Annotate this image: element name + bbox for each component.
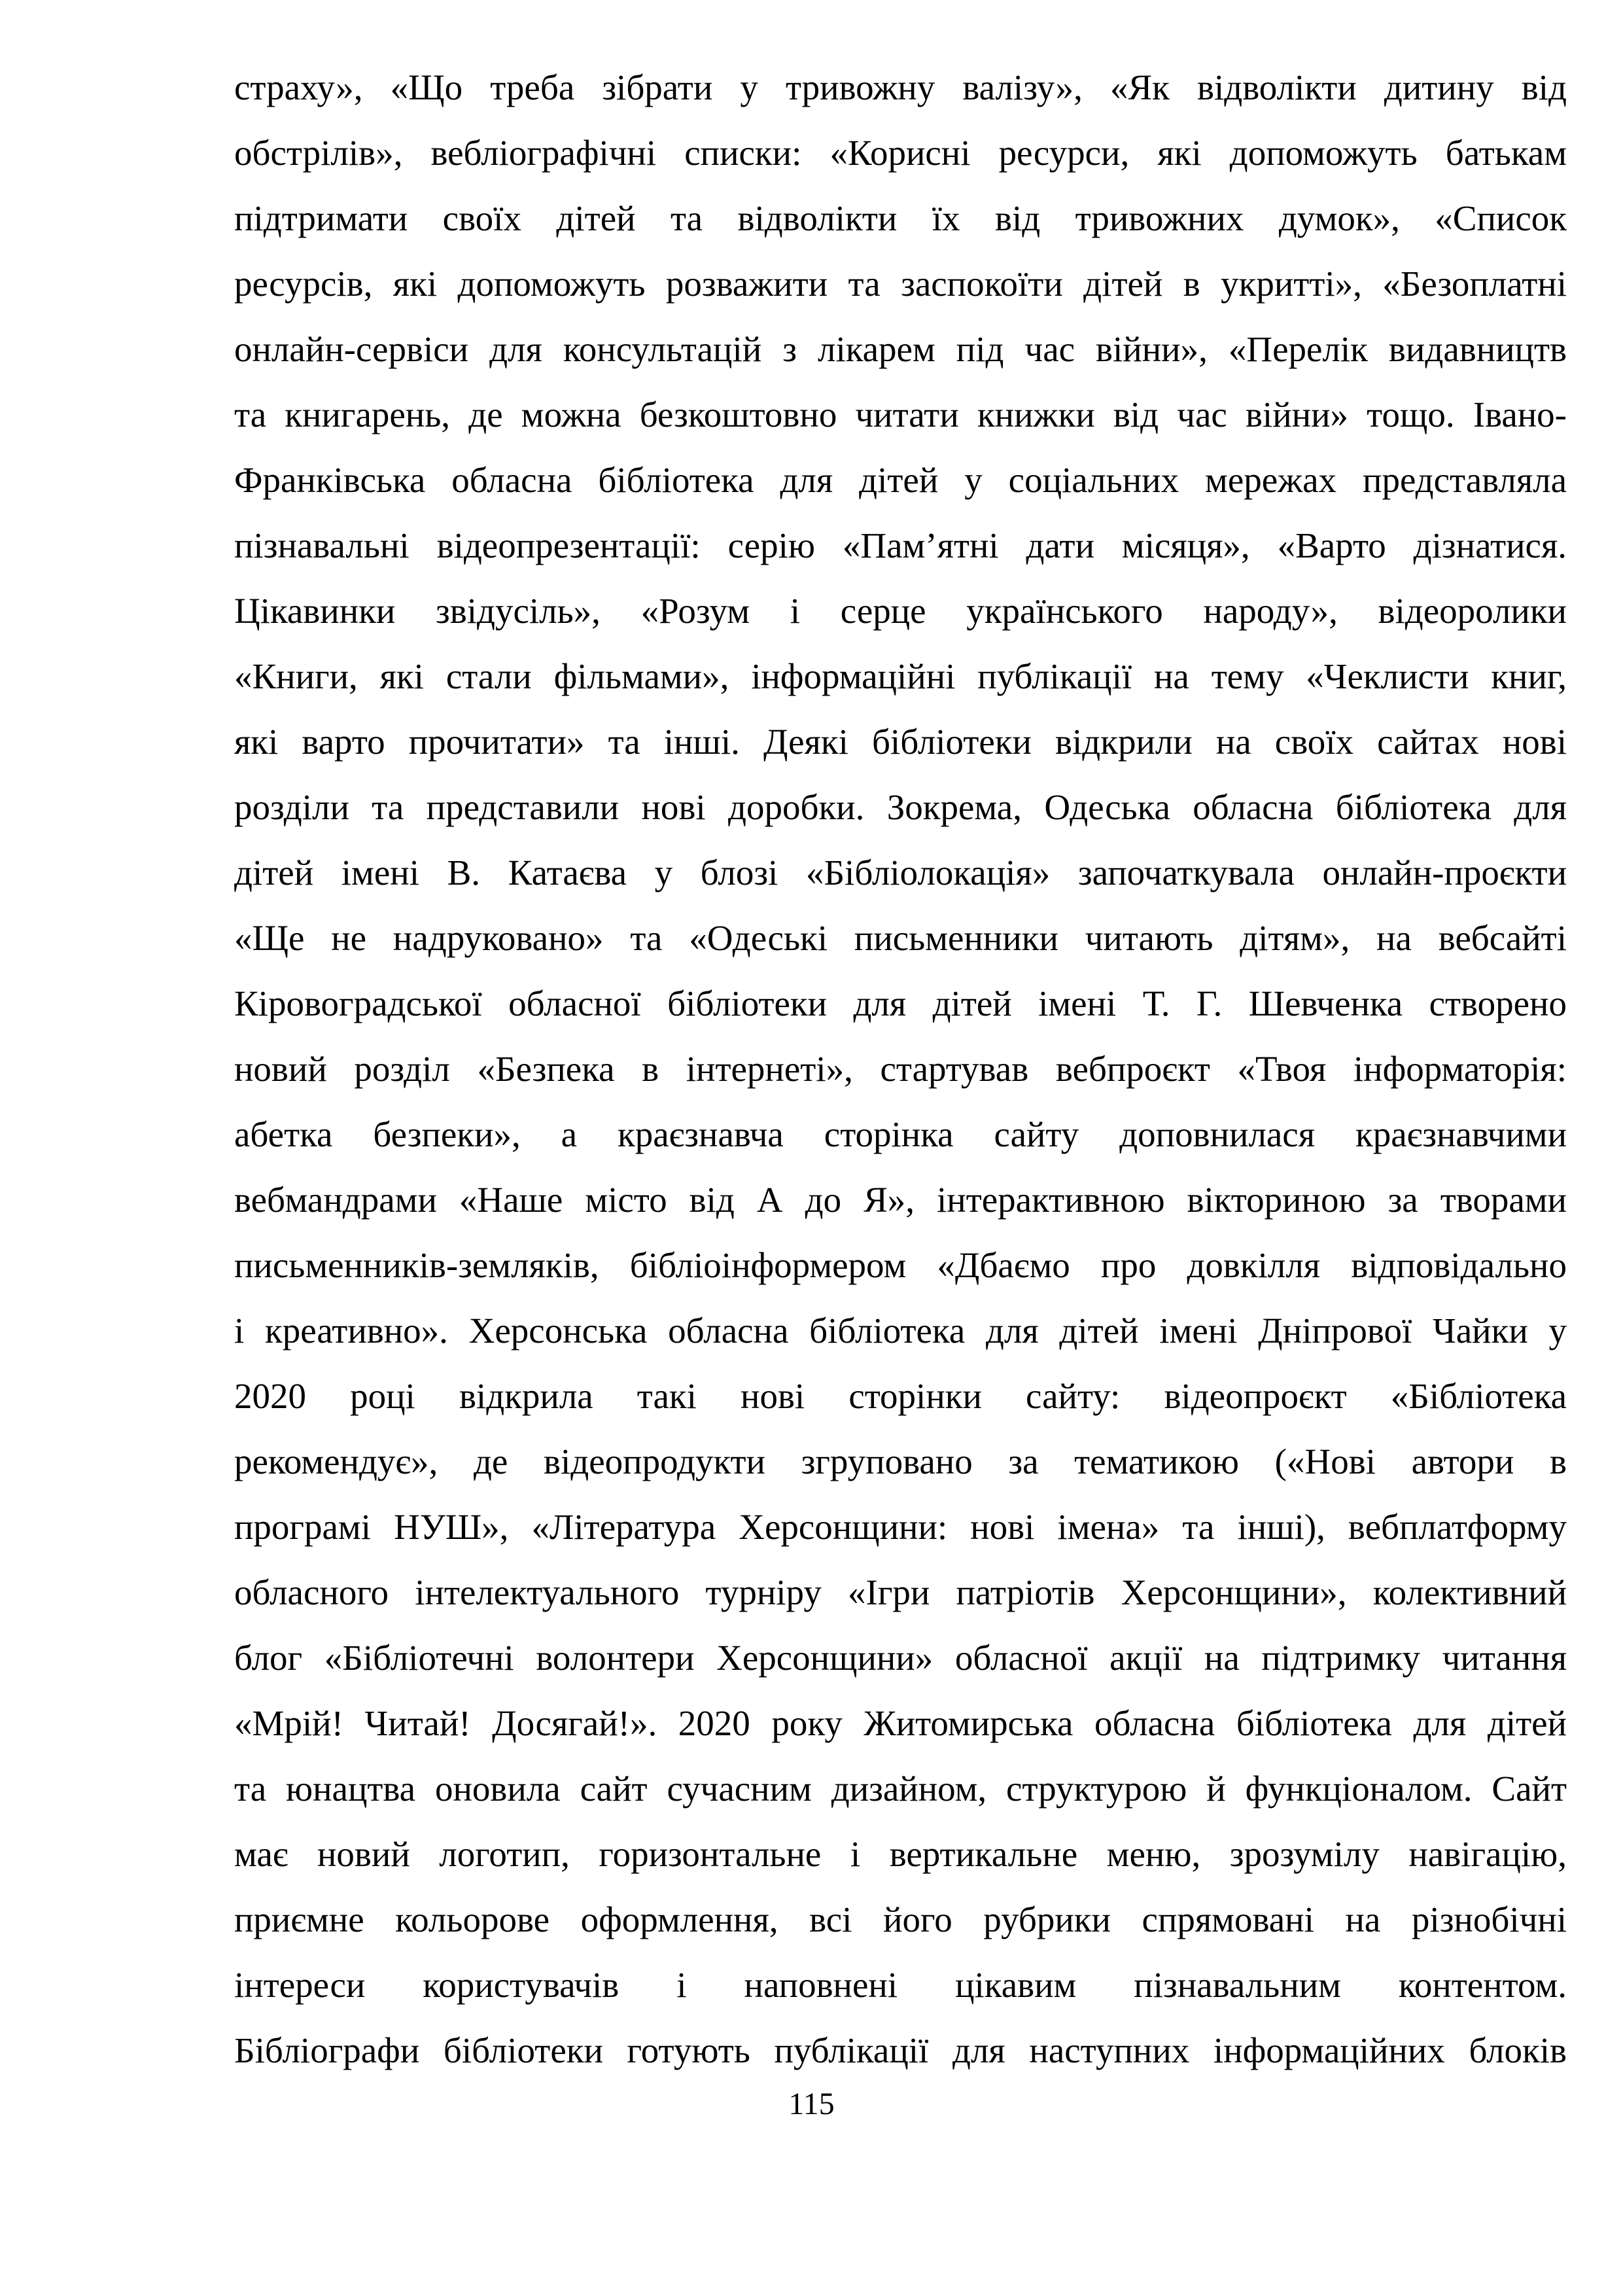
text-line: 2020 році відкрила такі нові сторінки сайту: відеопроєкт «Бібліотека xyxy=(234,1376,1567,1416)
text-line: розділи та представили нові доробки. Зокрема, Одеська обласна бібліотека для xyxy=(234,787,1567,827)
text-line: дітей імені В. Катаєва у блозі «Бібліолокація» започаткувала онлайн-проєкти xyxy=(234,853,1567,892)
text-line: страху», «Що треба зібрати у тривожну валізу», «Як відволікти дитину від xyxy=(234,67,1567,107)
text-line: Цікавинки звідусіль», «Розум і серце українського народу», відеоролики xyxy=(234,591,1567,631)
text-line: має новий логотип, горизонтальне і вертикальне меню, зрозумілу навігацію, xyxy=(234,1834,1567,1874)
text-line: інтереси користувачів і наповнені цікавим пізнавальним контентом. xyxy=(234,1965,1567,2005)
text-line: «Ще не надруковано» та «Одеські письменники читають дітям», на вебсайті xyxy=(234,918,1567,958)
text-line: обстрілів», вебліографічні списки: «Корисні ресурси, які допоможуть батькам xyxy=(234,133,1567,173)
text-line: пізнавальні відеопрезентації: серію «Пам’ятні дати місяця», «Варто дізнатися. xyxy=(234,525,1567,565)
text-line: ресурсів, які допоможуть розважити та заспокоїти дітей в укритті», «Безоплатні xyxy=(234,264,1567,304)
text-line: онлайн-сервіси для консультацій з лікарем під час війни», «Перелік видавництв xyxy=(234,329,1567,369)
page-number: 115 xyxy=(788,2087,835,2121)
text-line: і креативно». Херсонська обласна бібліотека для дітей імені Дніпрової Чайки у xyxy=(234,1311,1567,1351)
text-line: «Мрій! Читай! Досягай!». 2020 року Житомирська обласна бібліотека для дітей xyxy=(234,1703,1567,1743)
text-line: обласного інтелектуального турніру «Ігри патріотів Херсонщини», колективний xyxy=(234,1572,1567,1612)
text-line: блог «Бібліотечні волонтери Херсонщини» обласної акції на підтримку читання xyxy=(234,1638,1567,1678)
body-text xyxy=(234,55,1567,2083)
text-line: письменників-земляків, бібліоінформером «Дбаємо про довкілля відповідально xyxy=(234,1245,1567,1285)
text-line: «Книги, які стали фільмами», інформаційні публікації на тему «Чеклисти книг, xyxy=(234,656,1567,696)
text-line: Бібліографи бібліотеки готують публікації для наступних інформаційних блоків xyxy=(234,2030,1567,2070)
text-line: новий розділ «Безпека в інтернеті», стартував вебпроєкт «Твоя інформаторія: xyxy=(234,1049,1567,1089)
text-line: та юнацтва оновила сайт сучасним дизайном, структурою й функціоналом. Сайт xyxy=(234,1769,1567,1809)
text-line: підтримати своїх дітей та відволікти їх від тривожних думок», «Список xyxy=(234,198,1567,238)
text-line: вебмандрами «Наше місто від А до Я», інтерактивною вікториною за творами xyxy=(234,1180,1567,1220)
text-line: приємне кольорове оформлення, всі його рубрики спрямовані на різнобічні xyxy=(234,1899,1567,1939)
text-line: рекомендує», де відеопродукти згруповано за тематикою («Нові автори в xyxy=(234,1441,1567,1481)
text-line: Кіровоградської обласної бібліотеки для дітей імені Т. Г. Шевченка створено xyxy=(234,983,1567,1023)
text-line: програмі НУШ», «Література Херсонщини: нові імена» та інші), вебплатформу xyxy=(234,1507,1567,1547)
text-line: та книгарень, де можна безкоштовно читати книжки від час війни» тощо. Івано- xyxy=(234,395,1567,434)
text-line: абетка безпеки», а краєзнавча сторінка сайту доповнилася краєзнавчими xyxy=(234,1114,1567,1154)
text-line: які варто прочитати» та інші. Деякі бібліотеки відкрили на своїх сайтах нові xyxy=(234,722,1567,762)
text-line: Франківська обласна бібліотека для дітей у соціальних мережах представляла xyxy=(234,460,1567,500)
